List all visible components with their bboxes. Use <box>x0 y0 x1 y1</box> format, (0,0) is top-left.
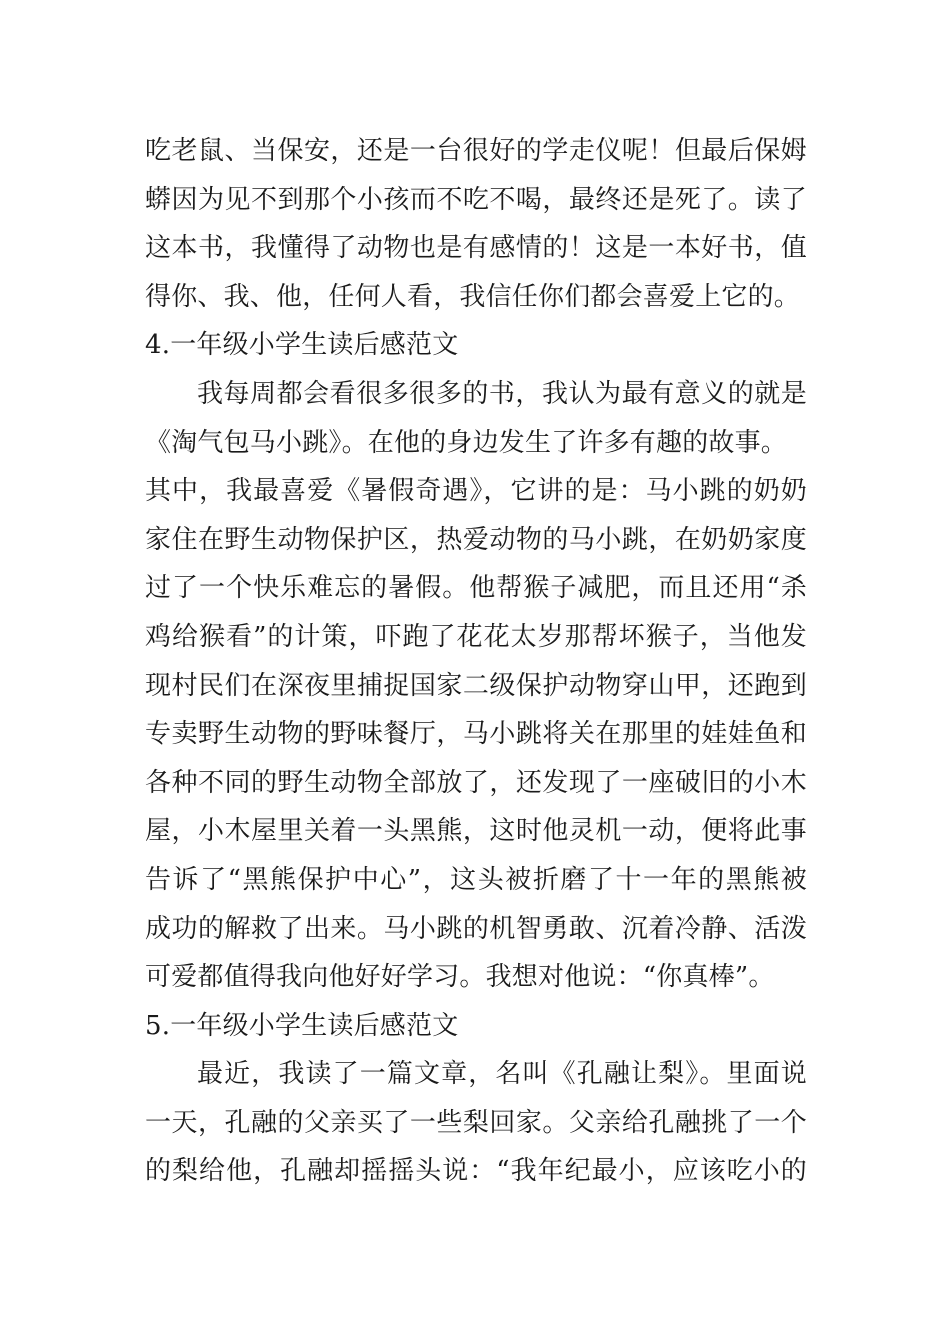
paragraph-line: 可爱都值得我向他好好学习。我想对他说：“你真棒”。 <box>145 962 775 993</box>
paragraph-line: 一天，孔融的父亲买了一些梨回家。父亲给孔融挑了一个 <box>145 1107 807 1138</box>
section-heading-4: 4.一年级小学生读后感范文 <box>145 330 459 361</box>
paragraph-line: 《淘气包马小跳》。在他的身边发生了许多有趣的故事。 <box>145 427 788 458</box>
document-body <box>145 127 807 1196</box>
paragraph-line: 现村民们在深夜里捕捉国家二级保护动物穿山甲，还跑到 <box>145 670 807 701</box>
paragraph-line: 专卖野生动物的野味餐厅，马小跳将关在那里的娃娃鱼和 <box>145 719 807 750</box>
paragraph-line: 的梨给他，孔融却摇摇头说：“我年纪最小，应该吃小的 <box>145 1156 807 1187</box>
paragraph-line: 告诉了“黑熊保护中心”，这头被折磨了十一年的黑熊被 <box>145 864 807 895</box>
paragraph-line: 这本书，我懂得了动物也是有感情的！这是一本好书，值 <box>145 233 807 264</box>
paragraph-line: 最近，我读了一篇文章，名叫《孔融让梨》。里面说 <box>197 1059 807 1090</box>
paragraph-line: 吃老鼠、当保安，还是一台很好的学走仪呢！但最后保姆 <box>145 136 807 166</box>
paragraph-line: 各种不同的野生动物全部放了，还发现了一座破旧的小木 <box>145 767 807 798</box>
paragraph-line: 屋，小木屋里关着一头黑熊，这时他灵机一动，便将此事 <box>145 816 807 847</box>
paragraph-line: 鸡给猴看”的计策，吓跑了花花太岁那帮坏猴子，当他发 <box>145 621 807 652</box>
paragraph-line: 蟒因为见不到那个小孩而不吃不喝，最终还是死了。读了 <box>145 184 807 215</box>
paragraph-line: 过了一个快乐难忘的暑假。他帮猴子减肥，而且还用“杀 <box>145 573 807 604</box>
paragraph-line: 其中，我最喜爱《暑假奇遇》，它讲的是：马小跳的奶奶 <box>145 476 807 507</box>
paragraph-line: 我每周都会看很多很多的书，我认为最有意义的就是 <box>197 378 807 409</box>
paragraph-line: 成功的解救了出来。马小跳的机智勇敢、沉着冷静、活泼 <box>145 913 807 944</box>
section-heading-5: 5.一年级小学生读后感范文 <box>145 1010 459 1041</box>
paragraph-line: 家住在野生动物保护区，热爱动物的马小跳，在奶奶家度 <box>145 524 807 555</box>
paragraph-line: 得你、我、他，任何人看，我信任你们都会喜爱上它的。 <box>145 281 801 312</box>
